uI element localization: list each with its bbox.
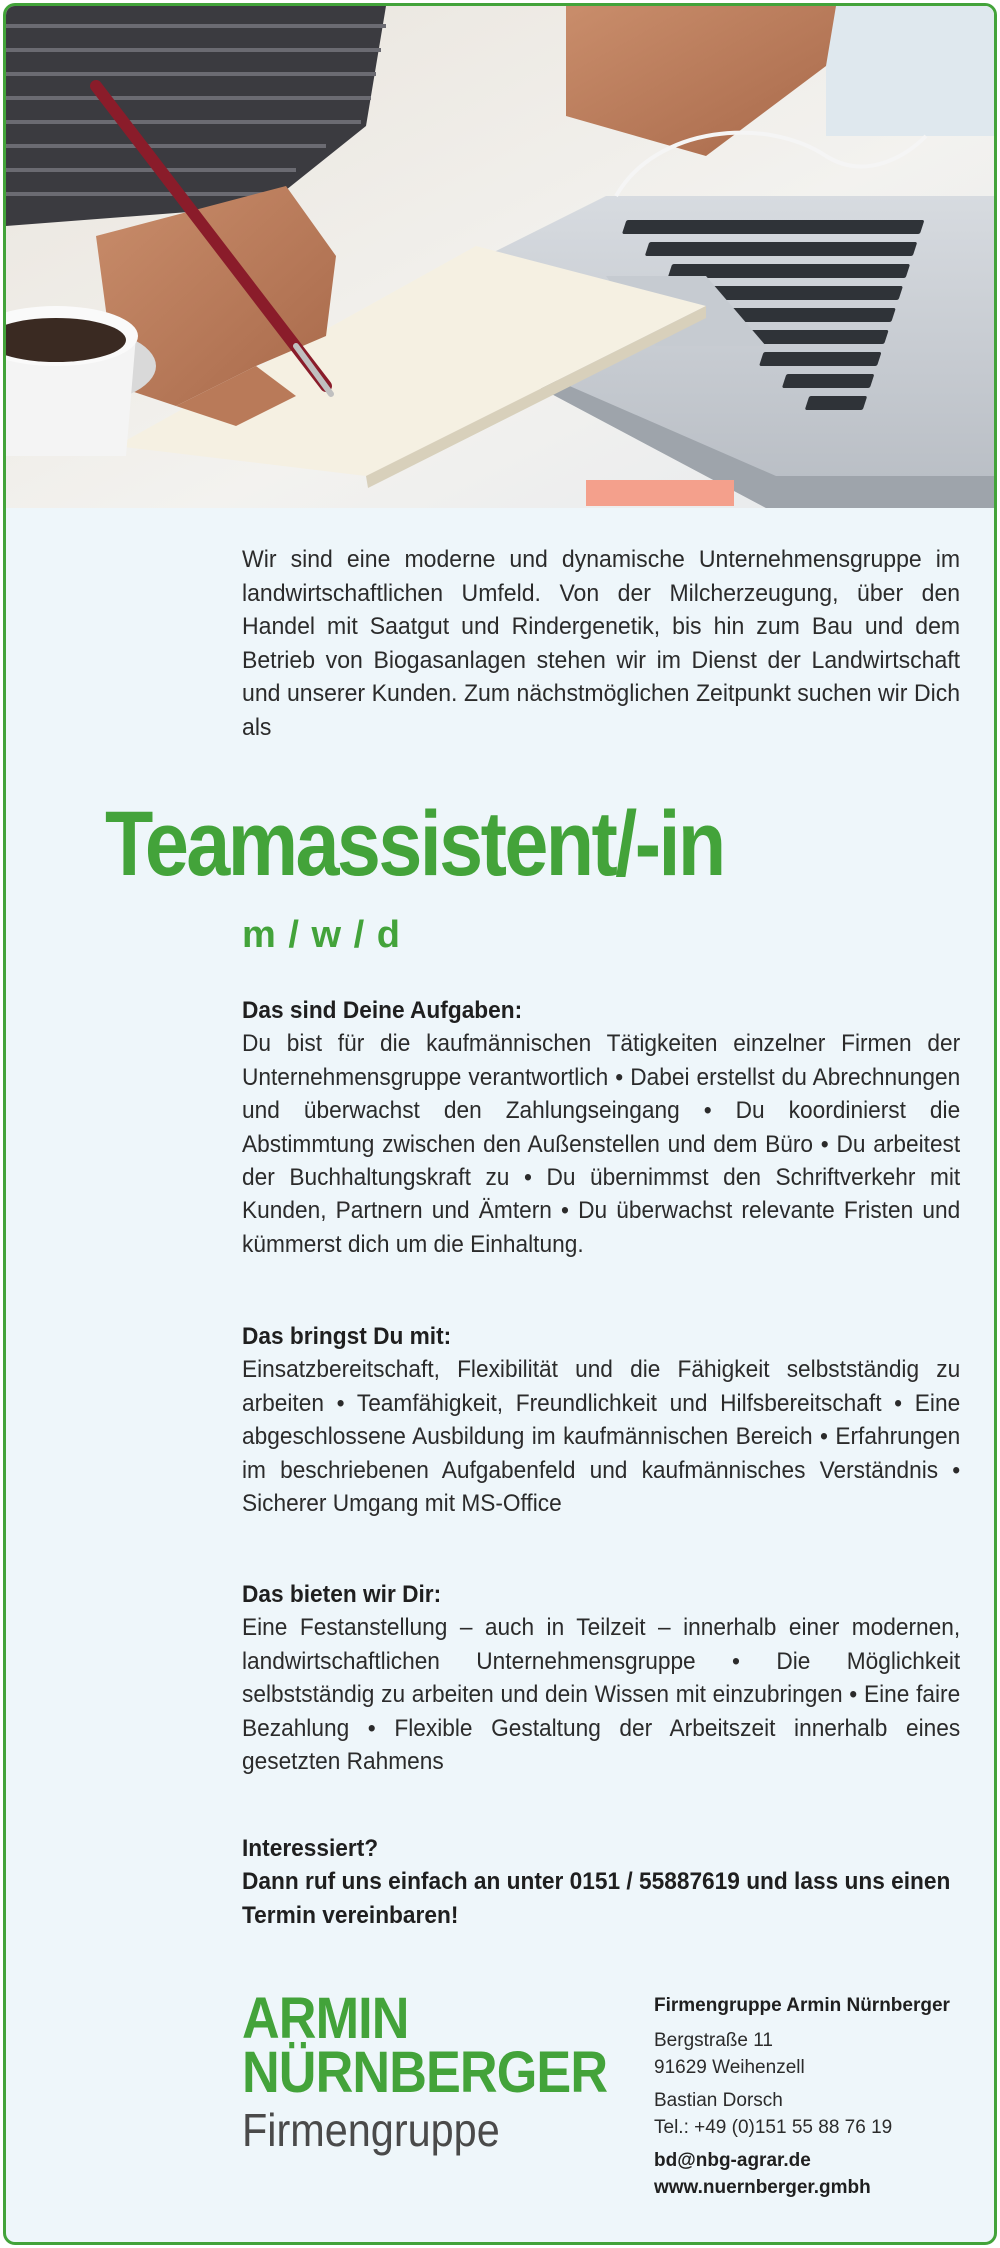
intro-text: Wir sind eine moderne und dynamische Unternehmensgruppe im landwirtschaftlichen Umfeld. Von der Milcherzeugung, über den Handel mit Saatgut und Rindergenetik, bis hin zum Bau und dem Betrieb von Biogasanlagen stehen wir im Dienst der Landwirtschaft und unserer Kunden. Zum nächstmöglichen Zeitpunkt suchen wir Dich als	[242, 546, 961, 741]
hero-photo	[6, 6, 994, 508]
contact-street: Bergstraße 11	[654, 2030, 773, 2051]
section-tasks	[242, 994, 960, 1261]
logo-line-nuernberger	[242, 2040, 608, 2105]
contact-company: Firmengruppe Armin Nürnberger	[654, 1995, 950, 2016]
company-logo	[242, 1986, 622, 2156]
job-title: Teamassistent/-in	[105, 793, 724, 895]
call-to-action	[242, 1832, 960, 1932]
section-text: Eine Festanstellung – auch in Teilzeit – innerhalb einer modernen, landwirtschaftlichen Unternehmensgruppe • Die Möglichkeit selbstständig zu arbeiten und dein Wissen mit einzubringen • Eine faire Bezahlung • Flexible Gestaltung der Arbeitszeit innerhalb eines gesetzten Rahmens	[242, 1614, 961, 1776]
section-heading: Das bieten wir Dir:	[242, 1581, 442, 1608]
logo-nuernberger-text: NÜRNBERGER	[242, 2040, 608, 2105]
section-offer	[242, 1578, 960, 1778]
cta-text: Dann ruf uns einfach an unter 0151 / 55887619 und lass uns einen Termin vereinbaren!	[242, 1868, 951, 1929]
section-heading: Das bringst Du mit:	[242, 1323, 452, 1350]
contact-block	[654, 1992, 974, 2201]
desk-laptop-illustration	[6, 6, 994, 508]
cta-question: Interessiert?	[242, 1835, 379, 1862]
contact-person: Bastian Dorsch	[654, 2090, 783, 2111]
gender-note: m / w / d	[242, 914, 401, 956]
intro-block	[242, 543, 960, 745]
section-heading: Das sind Deine Aufgaben:	[242, 997, 523, 1024]
contact-phone[interactable]: Tel.: +49 (0)151 55 88 76 19	[654, 2117, 893, 2138]
job-ad-card	[3, 3, 997, 2245]
logo-subtitle: Firmengruppe	[242, 2104, 500, 2156]
contact-website-link[interactable]: www.nuernberger.gmbh	[654, 2177, 871, 2198]
section-text: Du bist für die kaufmännischen Tätigkeiten einzelner Firmen der Unternehmensgruppe verantwortlich • Dabei erstellst du Abrechnungen und überwachst den Zahlungseingang • Du koordinierst die Abstimmtung zwischen den Außenstellen und dem Büro • Du arbeitest der Buchhaltungskraft zu • Du übernimmst den Schriftverkehr mit Kunden, Partnern und Ämtern • Du überwachst relevante Fristen und kümmerst dich um die Einhaltung.	[242, 1030, 961, 1258]
logo-line-armin: ARMIN	[242, 1986, 409, 2051]
section-text: Einsatzbereitschaft, Flexibilität und die Fähigkeit selbstständig zu arbeiten • Teamfähigkeit, Freundlichkeit und Hilfsbereitschaft • Eine abgeschlossene Ausbildung im kaufmännischen Bereich • Erfahrungen im beschriebenen Aufgabenfeld und kaufmännisches Verständnis • Sicherer Umgang mit MS-Office	[242, 1356, 961, 1518]
section-requirements	[242, 1320, 960, 1520]
contact-email-link[interactable]: bd@nbg-agrar.de	[654, 2150, 811, 2171]
contact-city: 91629 Weihenzell	[654, 2057, 805, 2078]
